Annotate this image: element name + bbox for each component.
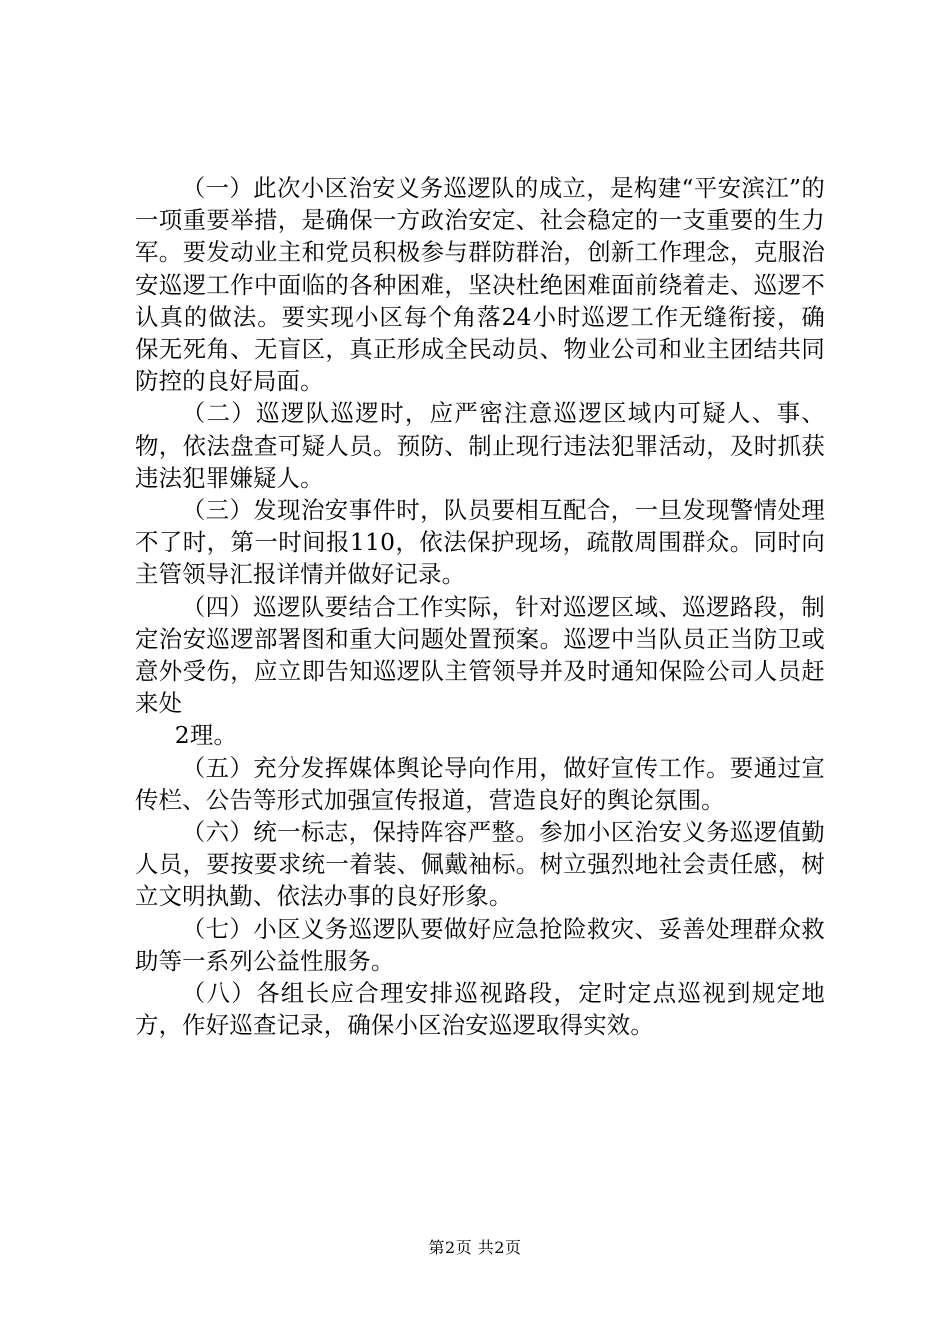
paragraph-5: （五）充分发挥媒体舆论导向作用，做好宣传工作。要通过宣传栏、公告等形式加强宣传报道，营造良好的舆论氛围。 — [135, 753, 825, 814]
paragraph-6: （六）统一标志，保持阵容严整。参加小区治安义务巡逻值勤人员，要按要求统一着装、佩戴袖标。树立强烈地社会责任感，树立文明执勤、依法办事的良好形象。 — [135, 818, 825, 911]
paragraph-8: （八）各组长应合理安排巡视路段，定时定点巡视到规定地方，作好巡查记录，确保小区治安巡逻取得实效。 — [135, 979, 825, 1040]
paragraph-7: （七）小区义务巡逻队要做好应急抢险救灾、妥善处理群众救助等一系列公益性服务。 — [135, 914, 825, 975]
paragraph-4: （四）巡逻队要结合工作实际，针对巡逻区域、巡逻路段，制定治安巡逻部署图和重大问题处置预案。巡逻中当队员正当防卫或意外受伤，应立即告知巡逻队主管领导并及时通知保险公司人员赶来处 — [135, 592, 825, 718]
paragraph-1: （一）此次小区治安义务巡逻队的成立，是构建“平安滨江”的一项重要举措，是确保一方政治安定、社会稳定的一支重要的生力军。要发动业主和党员积极参与群防群治，创新工作理念，克服治安巡逻工作中面临的各种困难，坚决杜绝困难面前绕着走、巡逻不认真的做法。要实现小区每个角落24小时巡逻工作无缝衔接，确保无死角、无盲区，真正形成全民动员、物业公司和业主团结共同防控的良好局面。 — [135, 174, 825, 396]
document-body — [135, 172, 825, 1041]
paragraph-2: （二）巡逻队巡逻时，应严密注意巡逻区域内可疑人、事、物，依法盘查可疑人员。预防、制止现行违法犯罪活动，及时抓获违法犯罪嫌疑人。 — [135, 399, 825, 492]
paragraph-3: （三）发现治安事件时，队员要相互配合，一旦发现警情处理不了时，第一时间报110，依法保护现场，疏散周围群众。同时向主管领导汇报详情并做好记录。 — [135, 496, 825, 589]
page-number-footer: 第2页 共2页 — [428, 1238, 522, 1257]
paragraph-4-continuation: 2理。 — [174, 721, 238, 750]
